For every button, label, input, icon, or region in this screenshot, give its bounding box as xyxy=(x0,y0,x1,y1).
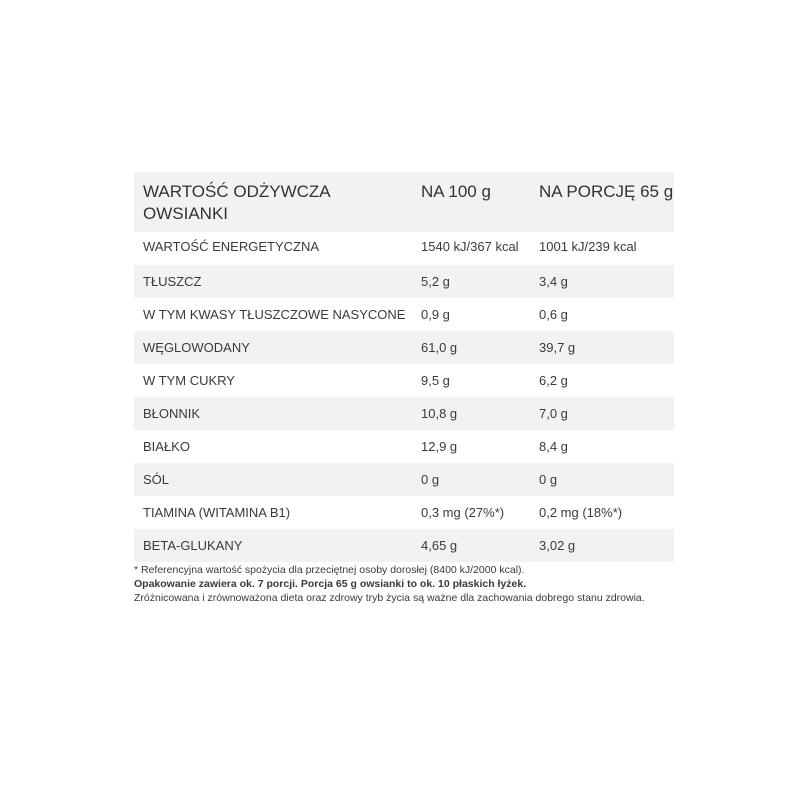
nutrient-name: BETA-GLUKANY xyxy=(143,538,243,553)
nutrient-name: WARTOŚĆ ENERGETYCZNA xyxy=(143,239,320,254)
value-per-portion: 0,6 g xyxy=(539,307,568,322)
value-per-100g: 61,0 g xyxy=(421,340,458,355)
value-per-100g: 0,3 mg (27%*) xyxy=(421,505,505,520)
package-info-note: Opakowanie zawiera ok. 7 porcji. Porcja 65 g owsianki to ok. 10 płaskich łyżek. xyxy=(134,578,527,590)
value-per-100g: 9,5 g xyxy=(421,373,450,388)
nutrient-name: W TYM KWASY TŁUSZCZOWE NASYCONE xyxy=(143,307,406,322)
value-per-100g: 0,9 g xyxy=(421,307,450,322)
nutrient-name: TŁUSZCZ xyxy=(143,274,202,289)
value-per-100g: 0 g xyxy=(421,472,440,487)
nutrition-table xyxy=(134,172,674,562)
value-per-100g: 4,65 g xyxy=(421,538,458,553)
value-per-100g: 12,9 g xyxy=(421,439,458,454)
table-row xyxy=(134,364,674,397)
nutrient-name: BIAŁKO xyxy=(143,439,190,454)
nutrient-name: BŁONNIK xyxy=(143,406,201,421)
value-per-100g: 1540 kJ/367 kcal xyxy=(421,239,519,254)
nutrient-name: TIAMINA (WITAMINA B1) xyxy=(143,505,291,520)
value-per-100g: 10,8 g xyxy=(421,406,458,421)
header-per-100g: NA 100 g xyxy=(421,182,491,201)
table-row xyxy=(134,232,674,265)
value-per-portion: 3,02 g xyxy=(539,538,576,553)
value-per-portion: 0 g xyxy=(539,472,558,487)
value-per-portion: 39,7 g xyxy=(539,340,576,355)
value-per-portion: 7,0 g xyxy=(539,406,568,421)
table-row xyxy=(134,529,674,562)
value-per-portion: 0,2 mg (18%*) xyxy=(539,505,623,520)
table-row xyxy=(134,397,674,430)
table-header-row xyxy=(134,172,674,232)
nutrient-name: WĘGLOWODANY xyxy=(143,340,250,355)
value-per-100g: 5,2 g xyxy=(421,274,450,289)
diet-disclaimer: Zróżnicowana i zrównoważona dieta oraz zdrowy tryb życia są ważne dla zachowania dobrego stanu zdrowia. xyxy=(134,592,645,604)
nutrient-name: SÓL xyxy=(143,472,170,487)
nutrition-panel xyxy=(134,172,674,605)
table-row xyxy=(134,265,674,298)
table-row xyxy=(134,298,674,331)
table-row xyxy=(134,496,674,529)
table-row xyxy=(134,331,674,364)
value-per-portion: 8,4 g xyxy=(539,439,568,454)
header-per-portion: NA PORCJĘ 65 g xyxy=(539,182,674,201)
reference-intake-note: * Referencyjna wartość spożycia dla przeciętnej osoby dorosłej (8400 kJ/2000 kcal). xyxy=(134,564,525,576)
nutrient-name: W TYM CUKRY xyxy=(143,373,235,388)
footnotes xyxy=(134,563,674,605)
header-nutrient: WARTOŚĆ ODŻYWCZA OWSIANKI xyxy=(143,182,330,223)
table-row xyxy=(134,430,674,463)
table-row xyxy=(134,463,674,496)
value-per-portion: 6,2 g xyxy=(539,373,568,388)
value-per-portion: 1001 kJ/239 kcal xyxy=(539,239,637,254)
value-per-portion: 3,4 g xyxy=(539,274,568,289)
